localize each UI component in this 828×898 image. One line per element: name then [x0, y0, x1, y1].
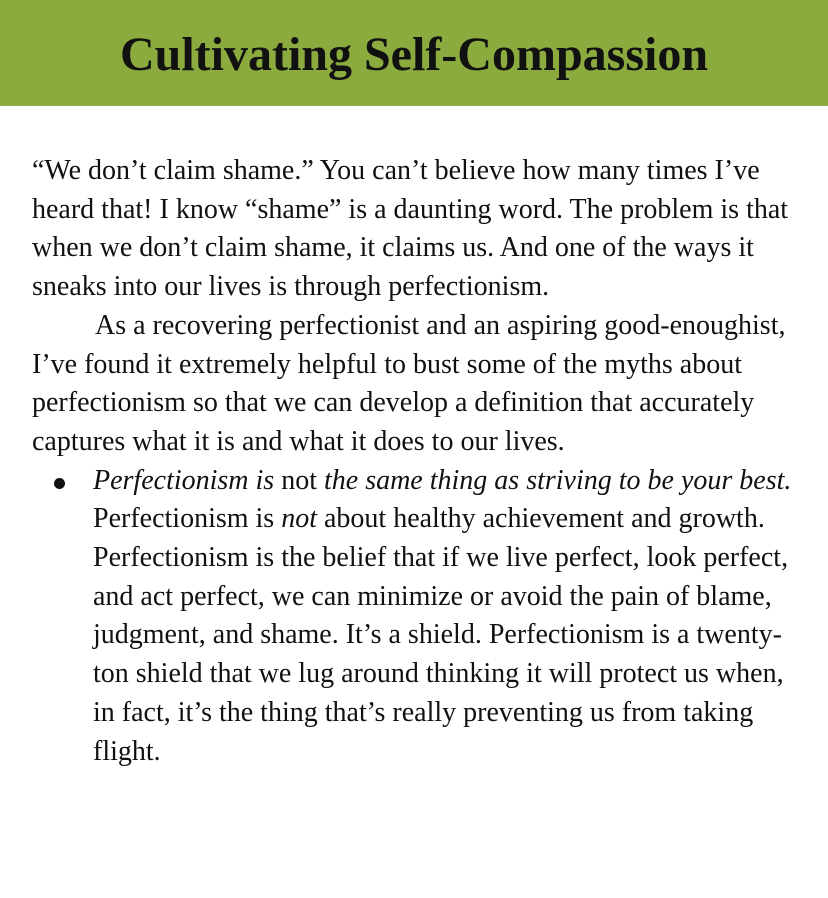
list-item — [32, 462, 802, 772]
list-item-text — [93, 462, 793, 772]
bullet-icon — [54, 478, 65, 489]
myth-italic-not: not — [281, 503, 317, 535]
myth-list — [32, 462, 802, 772]
myth-italic-statement: the same thing as striving to be your best. — [323, 464, 792, 496]
paragraph-2: As a recovering perfectionist and an aspiring good-enoughist, I’ve found it extremely helpful to bust some of the myths about perfectionism so that we can develop a definition that accurately captures what it is and what it does to our lives. — [32, 309, 786, 457]
chapter-header — [0, 0, 828, 106]
chapter-title: Cultivating Self-Compassion — [119, 28, 709, 81]
myth-italic-lead: Perfectionism is — [93, 464, 275, 496]
paragraph-1: “We don’t claim shame.” You can’t believe how many times I’ve heard that! I know “shame” is a daunting word. The problem is that when we don’t claim shame, it claims us. And one of the ways it sneaks into our lives is through perfectionism. — [32, 155, 789, 303]
myth-explanation: about healthy achievement and growth. Perfectionism is the belief that if we live perfect, look perfect, and act perfect, we can minimize or avoid the pain of blame, judgment, and shame. It’s a shield. Perfectionism is a twenty-ton shield that we lug around thinking it will protect us when, in fact, it’s the thing that’s really preventing us from taking flight. — [93, 503, 789, 767]
myth-plain-not: not — [274, 464, 324, 496]
myth-plain-text: Perfectionism is — [93, 503, 282, 535]
page-body — [32, 152, 802, 771]
